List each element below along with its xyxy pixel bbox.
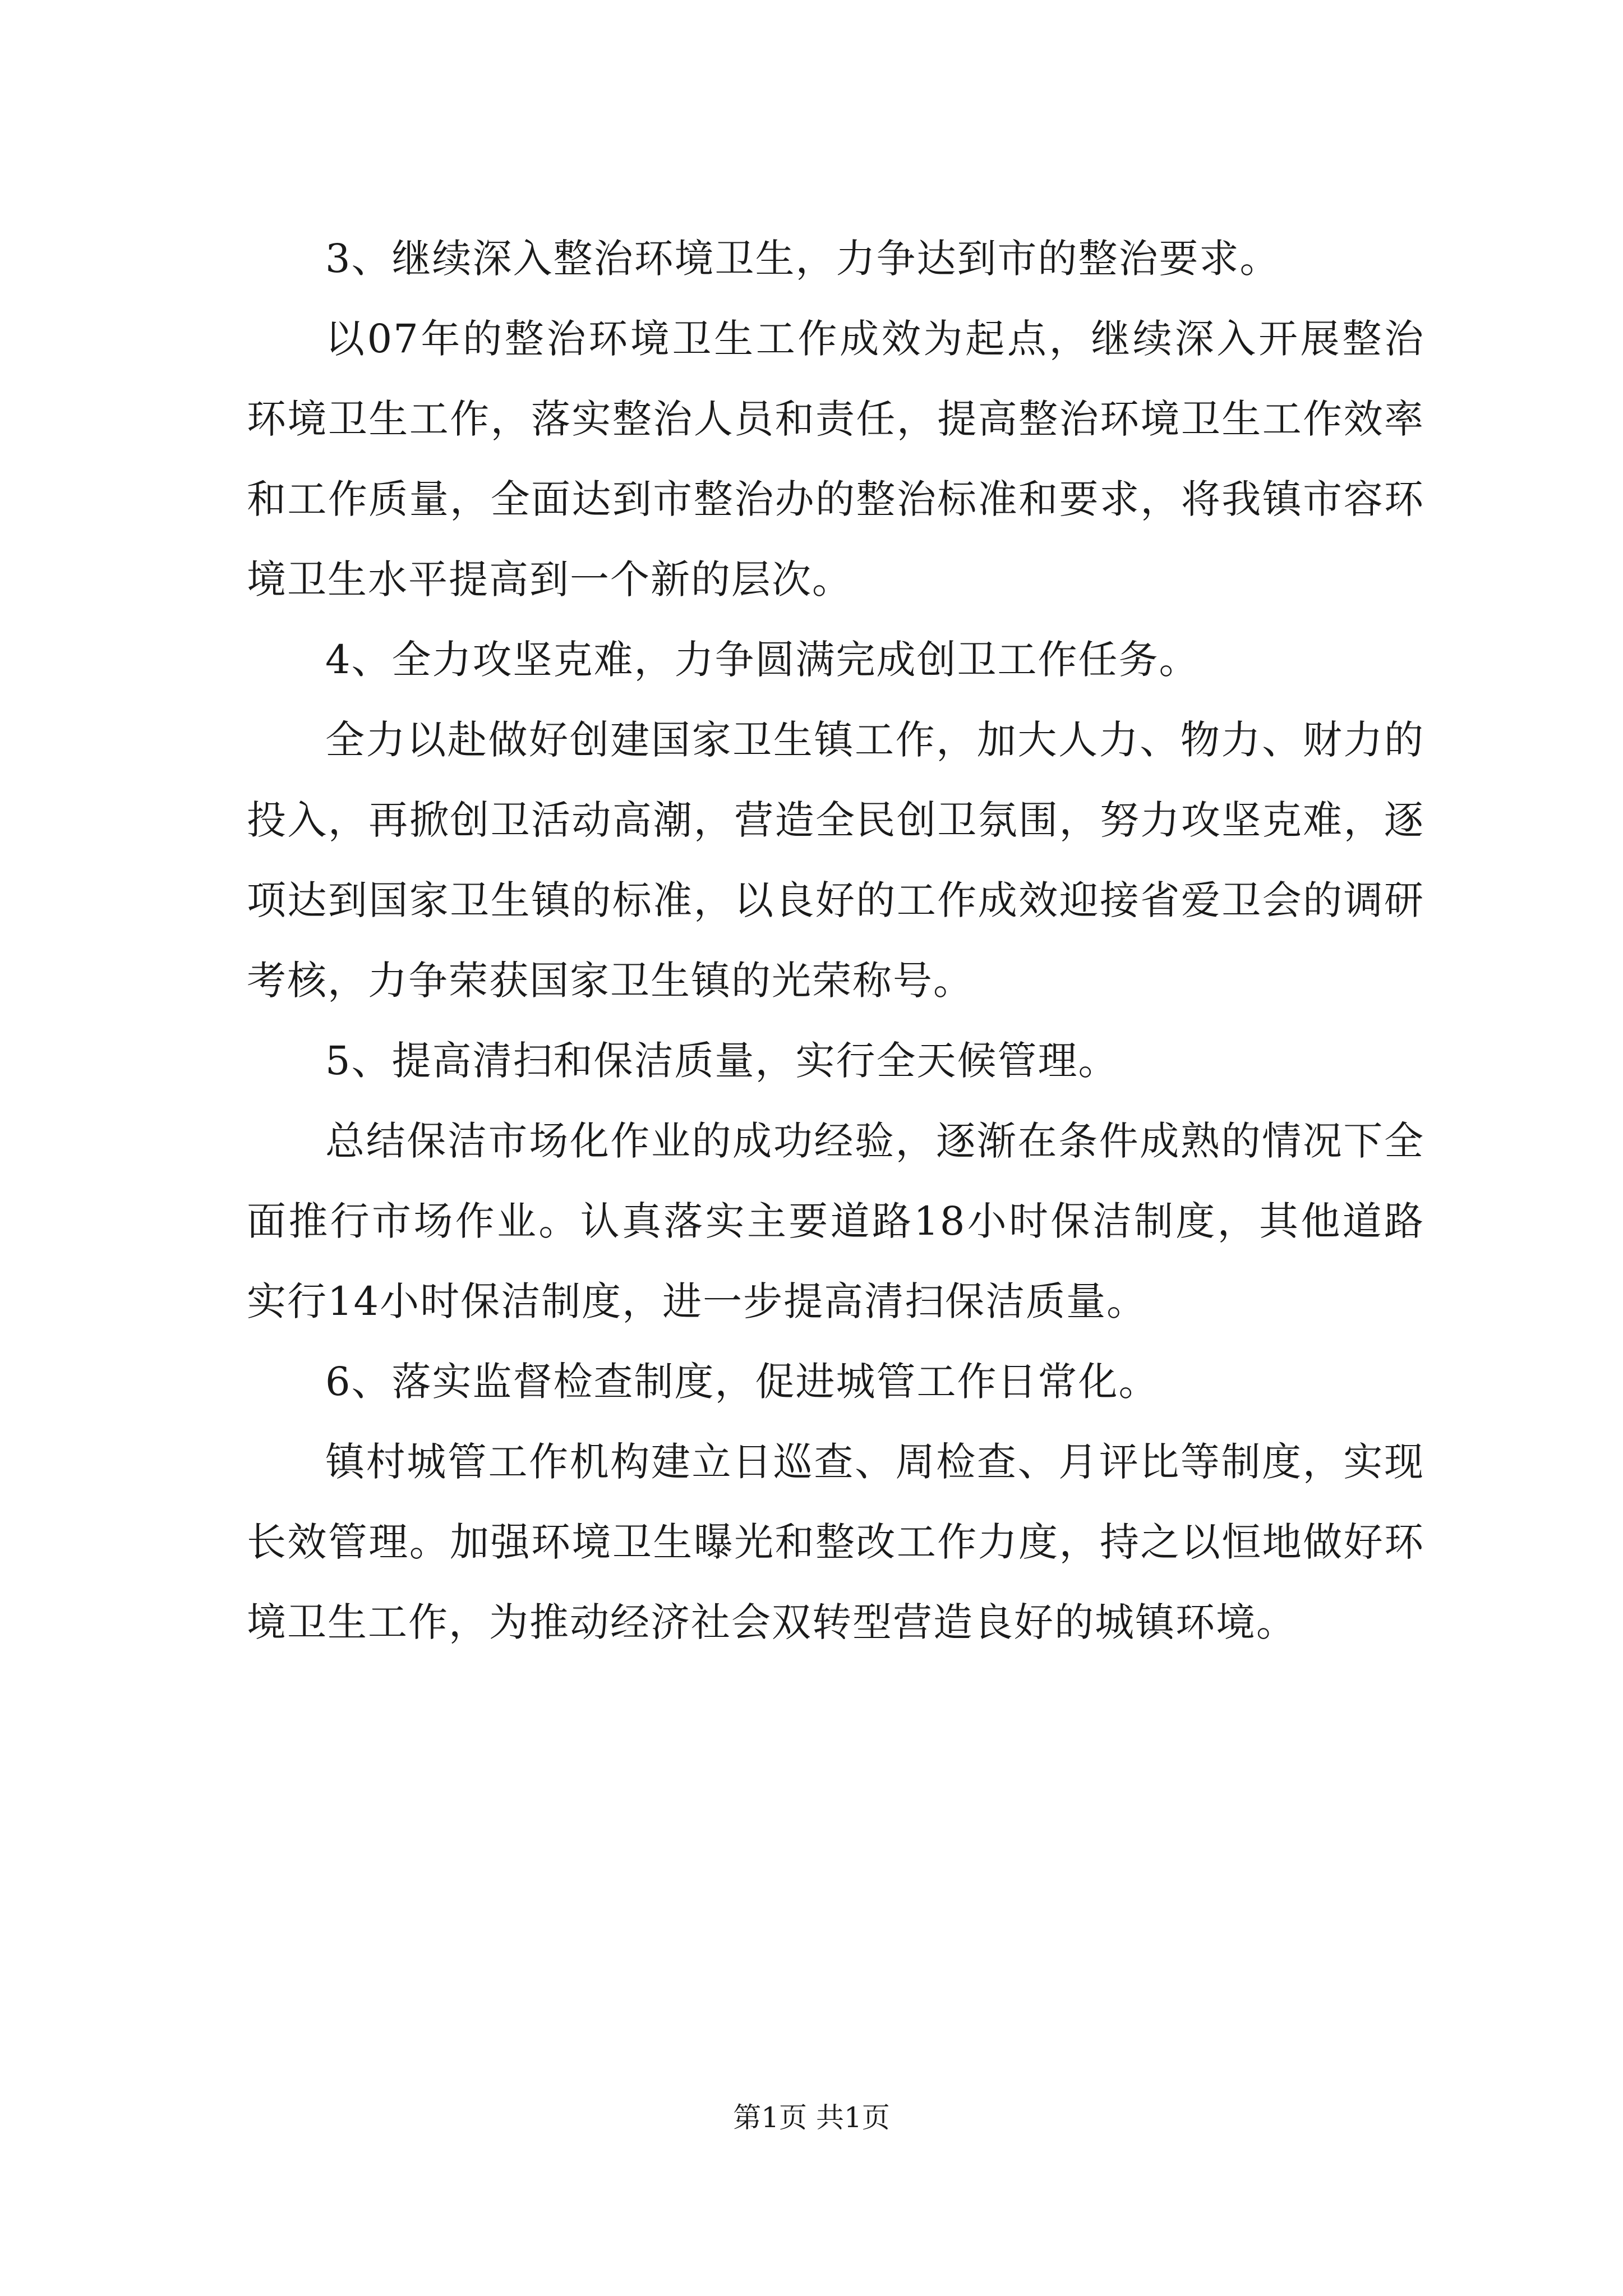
paragraph-body-5: 总结保洁市场化作业的成功经验，逐渐在条件成熟的情况下全面推行市场作业。认真落实主要道路18小时保洁制度，其他道路实行14小时保洁制度，进一步提高清扫保洁质量。 [247,1118,1424,1324]
page-footer: 第1页 共1页 [733,2101,890,2134]
paragraph-heading-5: 5、提高清扫和保洁质量，实行全天候管理。 [325,1038,1119,1084]
document-body [247,219,1424,1663]
paragraph-body-6: 镇村城管工作机构建立日巡查、周检查、月评比等制度，实现长效管理。加强环境卫生曝光和整改工作力度，持之以恒地做好环境卫生工作，为推动经济社会双转型营造良好的城镇环境。 [247,1439,1424,1645]
paragraph-body-3: 以07年的整治环境卫生工作成效为起点，继续深入开展整治环境卫生工作，落实整治人员和责任，提高整治环境卫生工作效率和工作质量，全面达到市整治办的整治标准和要求，将我镇市容环境卫生水平提高到一个新的层次。 [247,316,1424,602]
paragraph-body-4: 全力以赴做好创建国家卫生镇工作，加大人力、物力、财力的投入，再掀创卫活动高潮，营造全民创卫氛围，努力攻坚克难，逐项达到国家卫生镇的标准，以良好的工作成效迎接省爱卫会的调研考核，力争荣获国家卫生镇的光荣称号。 [247,717,1424,1004]
paragraph-heading-4: 4、全力攻坚克难，力争圆满完成创卫工作任务。 [325,637,1200,683]
paragraph-heading-3: 3、继续深入整治环境卫生，力争达到市的整治要求。 [325,236,1280,282]
paragraph-heading-6: 6、落实监督检查制度，促进城管工作日常化。 [325,1359,1159,1405]
